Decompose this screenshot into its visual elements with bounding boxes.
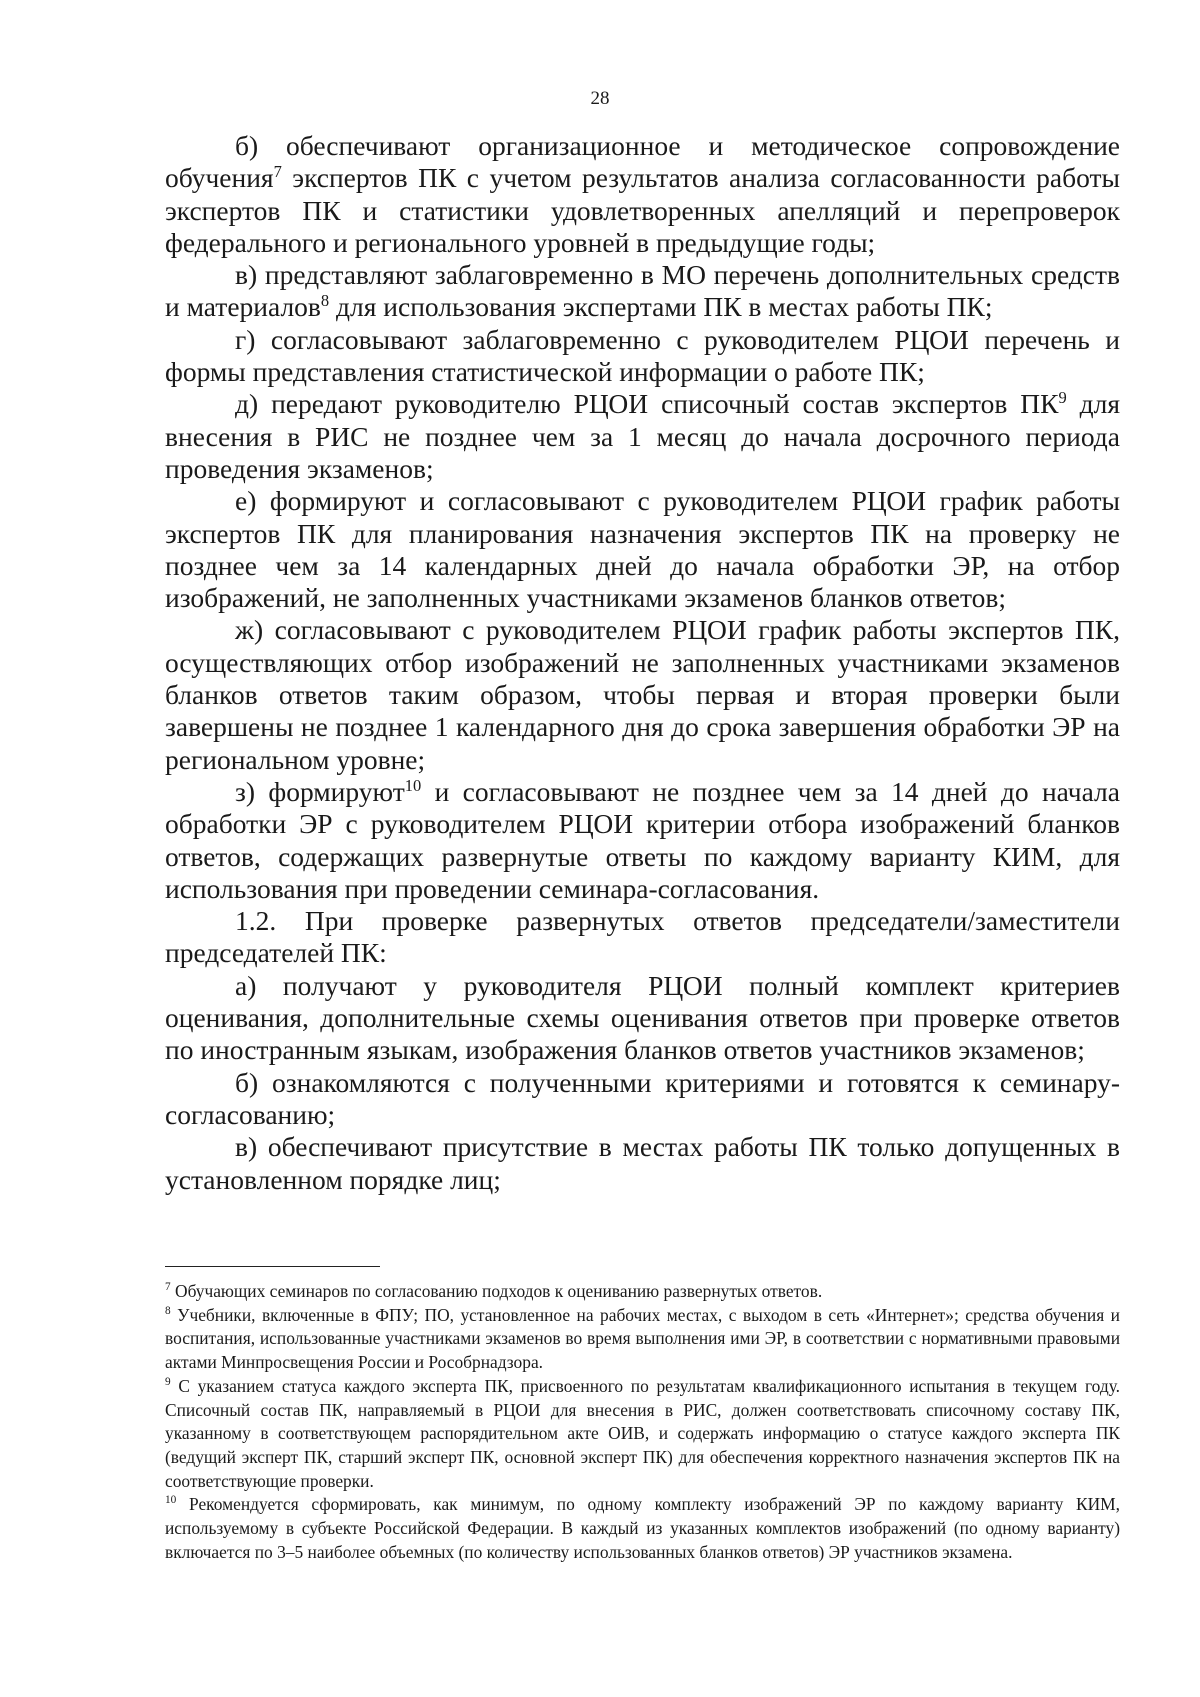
footnote-9: $^9$ С указанием статуса каждого эксперта ПК, присвоенного по результатам квалификационного испытания в текущем году. Списочный состав ПК, направляемый в РЦОИ для внесения в РИС, должен соответствовать списочному составу ПК, указанному в соответствующем распорядительном акте ОИВ, и содержать информацию о статусе каждого эксперта ПК (ведущий эксперт ПК, старший эксперт ПК, основной эксперт ПК) для обеспечения корректного назначения экспертов ПК на соответствующие проверки. bbox=[165, 1375, 1120, 1491]
paragraph-b-study-criteria: б) ознакомляются с полученными критериями и готовятся к семинару-согласованию; bbox=[165, 1066, 1120, 1130]
footnote-7: $^7$ Обучающих семинаров по согласованию подходов к оцениванию развернутых ответов. bbox=[165, 1281, 823, 1301]
paragraph-a-receive-criteria: а) получают у руководителя РЦОИ полный комплект критериев оценивания, дополнительные схемы оценивания ответов при проверке ответов по иностранным языкам, изображения бланков ответов участников экзаменов; bbox=[165, 969, 1120, 1066]
footnote-ref-9: 9 bbox=[1058, 388, 1067, 408]
paragraph-v-presence: в) обеспечивают присутствие в местах работы ПК только допущенных в установленном порядке лиц; bbox=[165, 1131, 1120, 1195]
paragraph-1-2-heading: 1.2. При проверке развернутых ответов председатели/заместители председателей ПК: bbox=[165, 905, 1120, 969]
footnote-ref-8: 8 bbox=[320, 291, 330, 311]
footnote-8: $^8$ Учебники, включенные в ФПУ; ПО, установленное на рабочих местах, с выходом в сеть «Интернет»; средства обучения и воспитания, использованные участниками экзаменов во время выполнения ими ЭР, в соответствии с нормативными правовыми актами Минпросвещения России и Рособрнадзора. bbox=[165, 1304, 1120, 1373]
page-number: 28 bbox=[590, 88, 610, 109]
paragraph-zh-schedule: ж) согласовывают с руководителем РЦОИ график работы экспертов ПК, осуществляющих отбор изображений не заполненных участниками экзаменов бланков ответов таким образом, чтобы первая и вторая проверки были завершены не позднее 1 календарного дня до срока завершения обработки ЭР на региональном уровне; bbox=[165, 614, 1120, 775]
paragraph-b-training: б) обеспечивают организационное и методическое сопровождение обучения$^7$ экспертов ПК с учетом результатов анализа согласованности работы экспертов ПК и статистики удовлетворенных апелляций и перепроверок федерального и регионального уровней в предыдущие годы; bbox=[165, 130, 1120, 258]
paragraph-v-materials: в) представляют заблаговременно в МО перечень дополнительных средств и материалов$^8$ для использования экспертами ПК в местах работы ПК; bbox=[165, 259, 1120, 323]
paragraph-d-experts-list: д) передают руководителю РЦОИ списочный состав экспертов $ПК^9$ для внесения в РИС не позднее чем за 1 месяц до начала досрочного периода проведения экзаменов; bbox=[165, 388, 1120, 484]
paragraph-e-schedule: е) формируют и согласовывают с руководителем РЦОИ график работы экспертов ПК для планирования назначения экспертов ПК на проверку не позднее чем за 14 календарных дней до начала обработки ЭР, на отбор изображений, не заполненных участниками экзаменов бланков ответов; bbox=[165, 485, 1120, 614]
footnote-10: $^{10}$ Рекомендуется сформировать, как минимум, по одному комплекту изображений ЭР по каждому варианту КИМ, используемому в субъекте Российской Федерации. В каждый из указанных комплектов изображений (по одному варианту) включается по 3–5 наиболее объемных (по количеству использованных бланков ответов) ЭР участников экзамена. bbox=[165, 1494, 1120, 1562]
paragraph-g-statistics: г) согласовывают заблаговременно с руководителем РЦОИ перечень и формы представления статистической информации о работе ПК; bbox=[165, 323, 1120, 388]
footnote-ref-10: 10 bbox=[404, 775, 422, 795]
footnote-ref-7: 7 bbox=[273, 162, 282, 182]
footnotes bbox=[165, 1280, 1120, 1564]
main-text bbox=[165, 130, 1120, 1196]
footnote-separator bbox=[165, 1266, 380, 1267]
paragraph-z-criteria: з) формируют$^{10}$ и согласовывают не позднее чем за 14 дней до начала обработки ЭР с руководителем РЦОИ критерии отбора изображений бланков ответов, содержащих развернутые ответы по каждому варианту КИМ, для использования при проведении семинара-согласования. bbox=[165, 775, 1120, 904]
